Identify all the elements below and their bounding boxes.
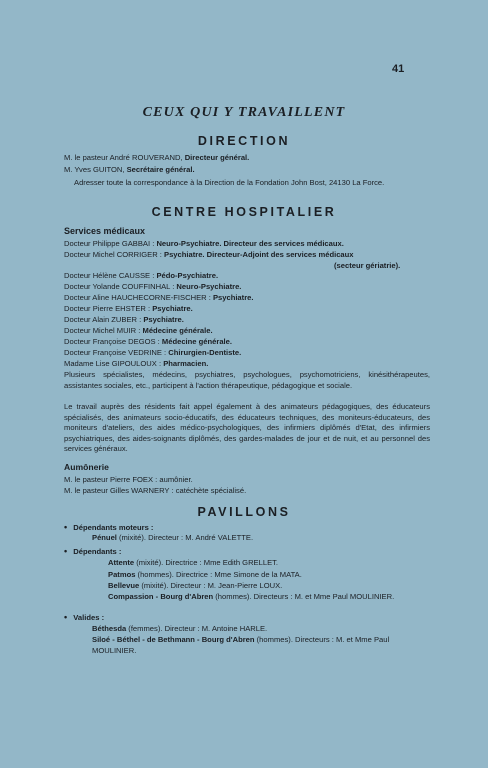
staff-paragraph: Plusieurs spécialistes, médecins, psychiatres, psychologues, psychomotriciens, kinésithérapeutes, assistantes sociales, etc., participent à l'action thérapeutique, pédagogique et sociale. xyxy=(64,370,430,390)
services-heading: Services médicaux xyxy=(64,226,146,236)
staff-line-continuation: (secteur gériatrie). xyxy=(334,261,401,270)
bullet-icon: • xyxy=(64,612,68,622)
pavillon-item: Pénuel (mixité). Directeur : M. André VALETTE. xyxy=(92,533,254,542)
staff-line: Docteur Alain ZUBER : Psychiatre. xyxy=(64,315,184,324)
group-dependants: • Dépendants : xyxy=(64,546,122,556)
staff-line: Docteur Yolande COUFFINHAL : Neuro-Psychiatre. xyxy=(64,282,242,291)
group-dependants-moteurs: • Dépendants moteurs : xyxy=(64,522,154,532)
direction-note: Adresser toute la correspondance à la Direction de la Fondation John Bost, 24130 La Force. xyxy=(74,178,385,187)
pavillons-heading: PAVILLONS xyxy=(197,505,291,519)
bullet-icon: • xyxy=(64,546,68,556)
staff-line: Docteur Aline HAUCHECORNE-FISCHER : Psychiatre. xyxy=(64,293,254,302)
pavillon-item: Bellevue (mixité). Directeur : M. Jean-Pierre LOUX. xyxy=(108,581,283,590)
staff-line: Madame Lise GIPOULOUX : Pharmacien. xyxy=(64,359,209,368)
aumonerie-line: M. le pasteur Gilles WARNERY : catéchète spécialisé. xyxy=(64,486,247,495)
pavillon-item: Compassion - Bourg d'Abren (hommes). Directeurs : M. et Mme Paul MOULINIER. xyxy=(108,592,395,601)
pavillon-item: Siloé - Béthel - de Bethmann - Bourg d'Abren (hommes). Directeurs : M. et Mme Paul MOULINIER. xyxy=(92,635,390,655)
staff-line: Docteur Hélène CAUSSE : Pédo-Psychiatre. xyxy=(64,271,219,280)
pavillon-item: Patmos (hommes). Directrice : Mme Simone de la MATA. xyxy=(108,570,302,579)
staff-line: Docteur Françoise VEDRINE : Chirurgien-Dentiste. xyxy=(64,348,242,357)
bullet-icon: • xyxy=(64,522,68,532)
page-title: CEUX QUI Y TRAVAILLENT xyxy=(142,105,346,120)
direction-line: M. le pasteur André ROUVERAND, Directeur général. xyxy=(64,153,250,162)
aumonerie-line: M. le pasteur Pierre FOEX : aumônier. xyxy=(64,475,193,484)
staff-line: Docteur Françoise DEGOS : Médecine générale. xyxy=(64,337,232,346)
pavillon-item: Attente (mixité). Directrice : Mme Edith GRELLET. xyxy=(108,558,279,567)
centre-heading: CENTRE HOSPITALIER xyxy=(151,205,337,219)
page-number: 41 xyxy=(392,63,405,75)
direction-heading: DIRECTION xyxy=(197,134,291,148)
direction-line: M. Yves GUITON, Secrétaire général. xyxy=(64,165,195,174)
staff-line: Docteur Michel CORRIGER : Psychiatre. Directeur-Adjoint des services médicaux xyxy=(64,250,354,259)
staff-paragraph: Le travail auprès des résidents fait appel également à des animateurs pédagogiques, des éducateurs spécialisés, des animateurs socio-éducatifs, des éducateurs techniques, des moniteurs-éducateurs, des moniteurs d'ateliers, des aides médico-psychologiques, des infirmiers diplômés d'Etat, des infirmiers psychiatriques, des aides-soignants diplômés, des gardes-malades de jour et de nuit, et au personnel des services généraux. xyxy=(64,402,430,454)
staff-line: Docteur Michel MUIR : Médecine générale. xyxy=(64,326,213,335)
staff-line: Docteur Philippe GABBAI : Neuro-Psychiatre. Directeur des services médicaux. xyxy=(64,239,344,248)
aumonerie-heading: Aumônerie xyxy=(64,462,109,472)
staff-line: Docteur Pierre EHSTER : Psychiatre. xyxy=(64,304,193,313)
pavillon-item: Béthesda (femmes). Directeur : M. Antoine HARLE. xyxy=(92,624,268,633)
group-valides: • Valides : xyxy=(64,612,105,622)
